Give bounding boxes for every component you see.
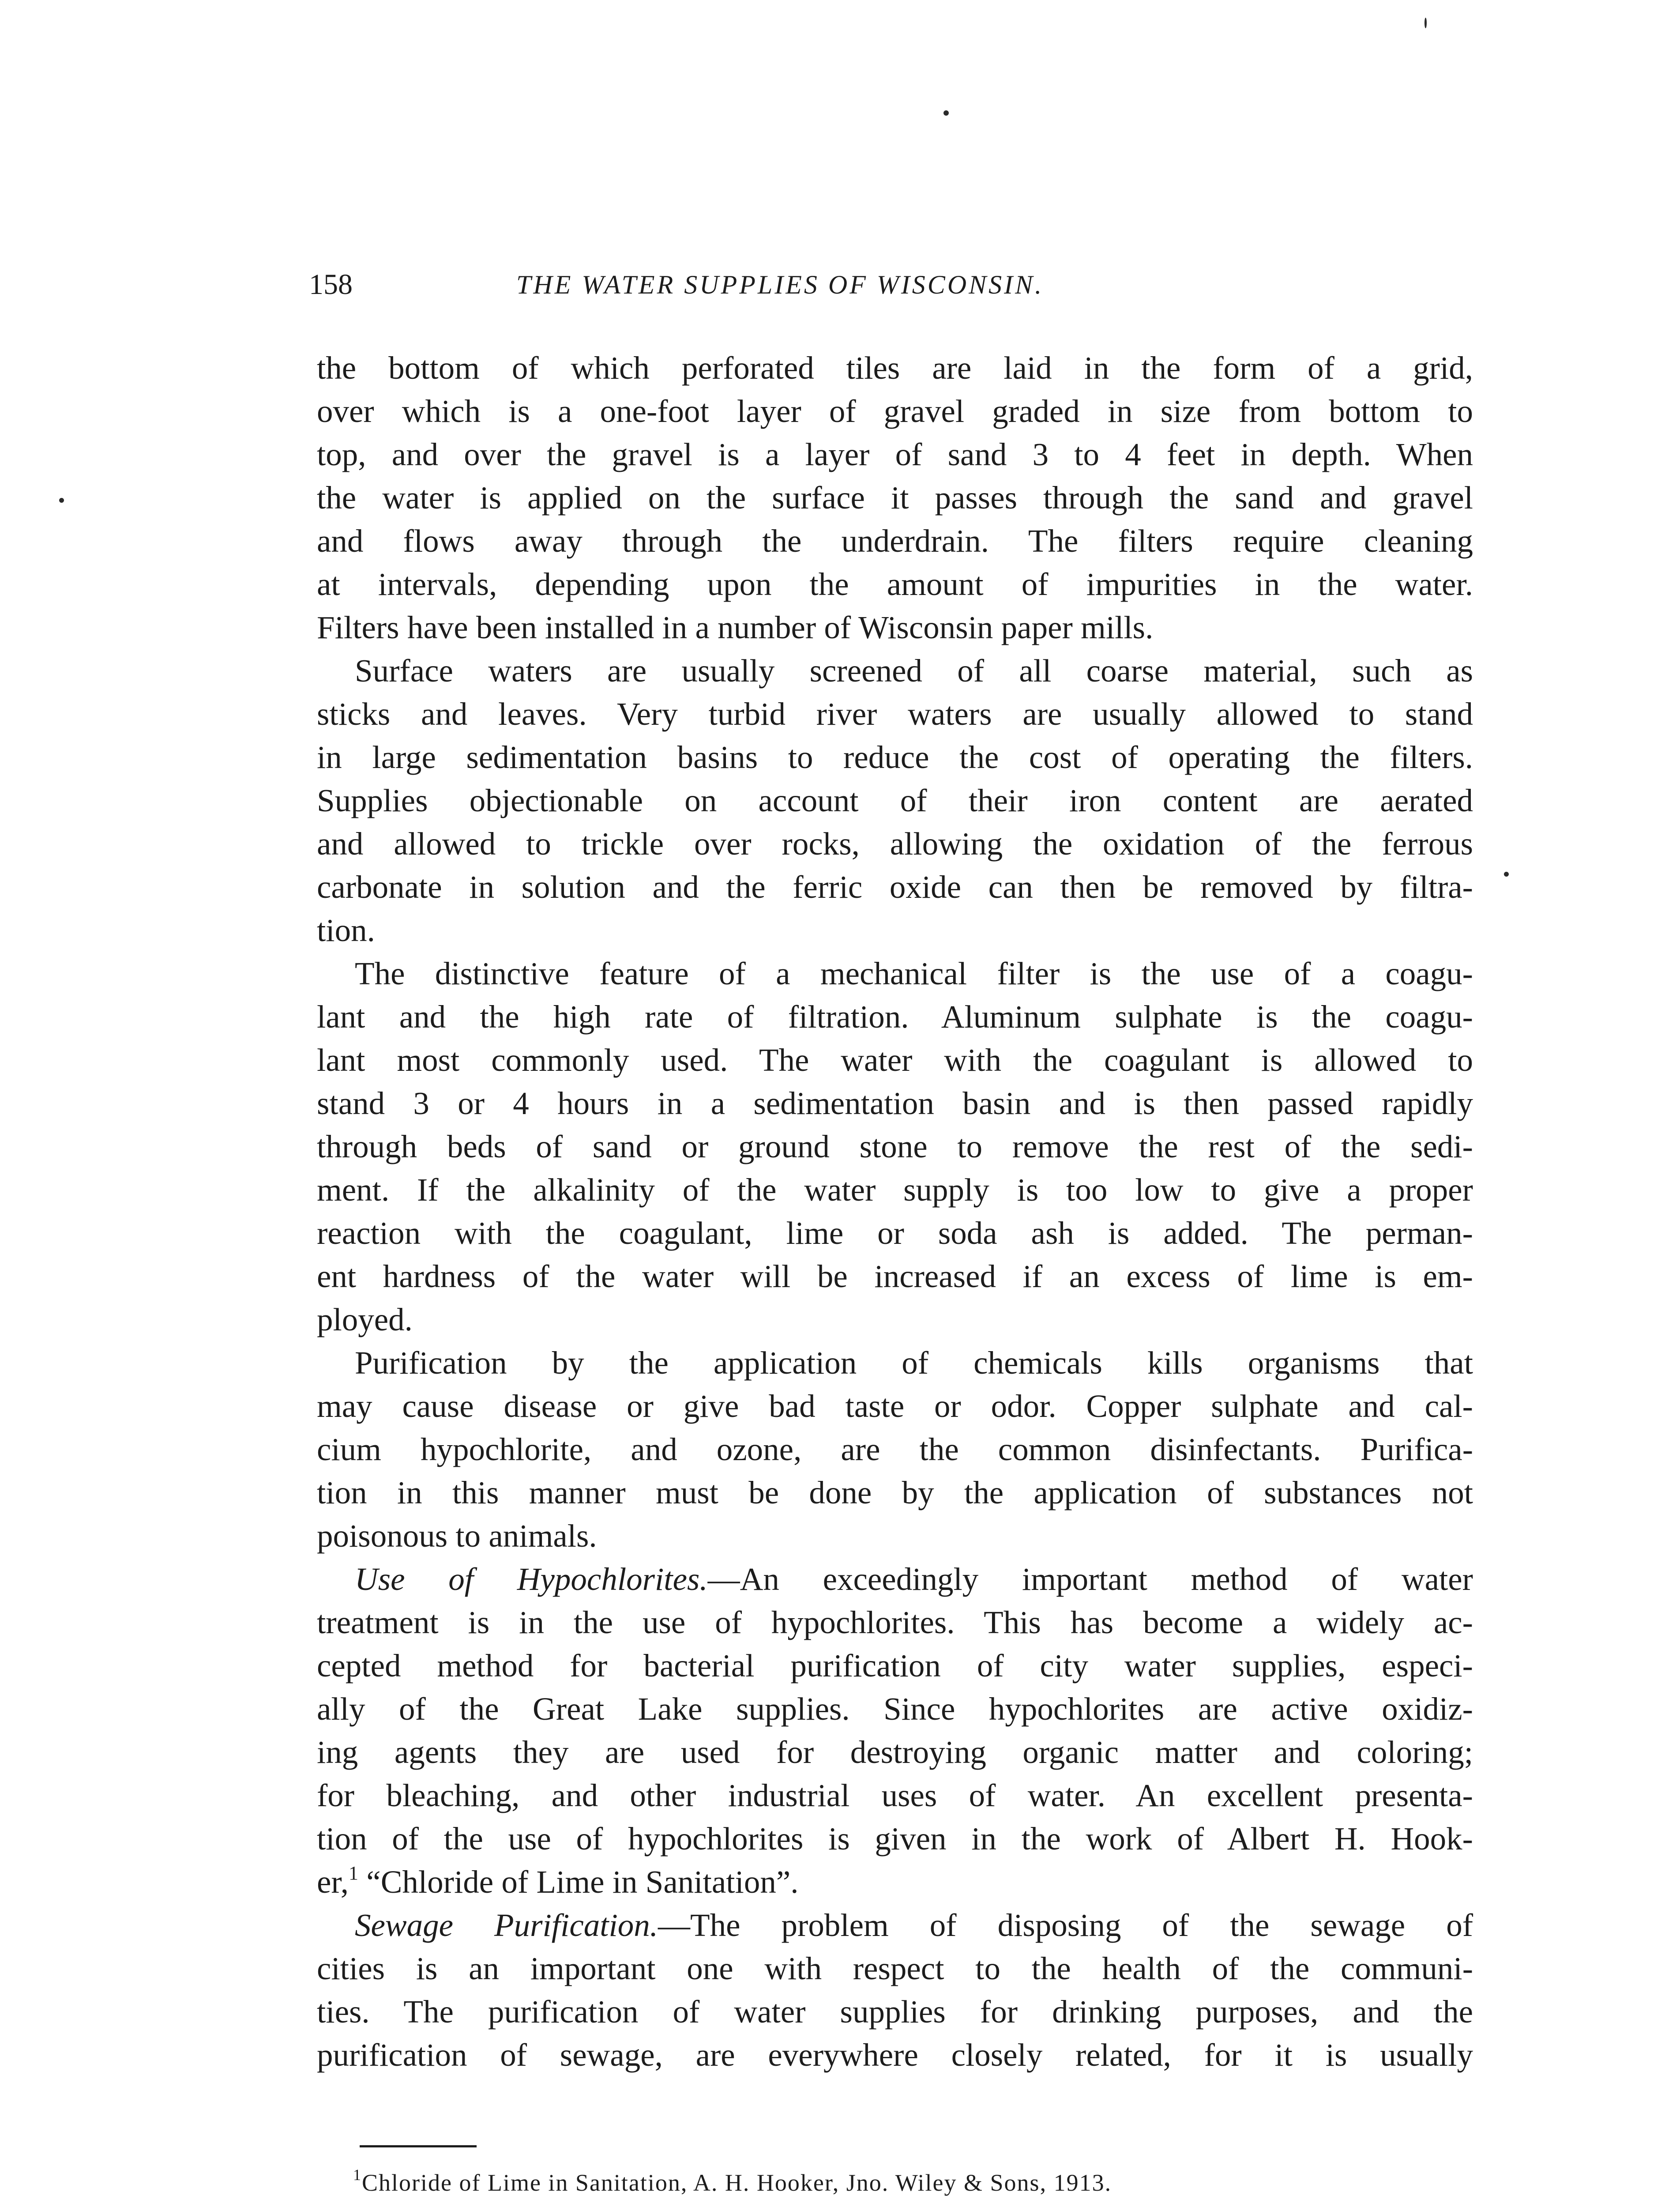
footnote-mark: 1 <box>353 2166 362 2184</box>
scan-speck <box>943 110 949 116</box>
page-header <box>309 265 1474 305</box>
text-run: —The problem of disposing of the sewage of <box>658 1907 1473 1943</box>
text-line: the water is applied on the surface it passes through the sand and gravel <box>317 480 1473 516</box>
text-line <box>317 1861 1473 1904</box>
text-line: sticks and leaves. Very turbid river waters are usually allowed to stand <box>317 696 1473 732</box>
text-line: Surface waters are usually screened of all coarse material, such as <box>355 653 1473 689</box>
text-line: cepted method for bacterial purification of city water supplies, especi- <box>317 1648 1473 1683</box>
section-heading-sewage-purification: Sewage Purification. <box>355 1907 658 1943</box>
text-line <box>317 1558 1473 1601</box>
text-line: poisonous to animals. <box>317 1518 597 1554</box>
text-line: ally of the Great Lake supplies. Since hypochlorites are active oxidiz- <box>317 1691 1473 1727</box>
text-line: tion of the use of hypochlorites is given in the work of Albert H. Hook- <box>317 1821 1473 1857</box>
text-line: over which is a one-foot layer of gravel graded in size from bottom to <box>317 393 1473 429</box>
footnote-reference: 1 <box>349 1862 359 1884</box>
text-line: ment. If the alkalinity of the water supply is too low to give a proper <box>317 1172 1473 1208</box>
text-line: in large sedimentation basins to reduce the cost of operating the filters. <box>317 739 1473 775</box>
text-line: Supplies objectionable on account of their iron content are aerated <box>317 783 1473 818</box>
text-line: for bleaching, and other industrial uses of water. An excellent presenta- <box>317 1778 1473 1813</box>
body-text <box>317 346 1473 2077</box>
scan-speck <box>1424 18 1427 28</box>
text-run: “Chloride of Lime in Sanitation”. <box>358 1864 799 1900</box>
text-line: and allowed to trickle over rocks, allowing the oxidation of the ferrous <box>317 826 1473 862</box>
text-line: and flows away through the underdrain. The filters require cleaning <box>317 523 1473 559</box>
text-run: er, <box>317 1864 349 1900</box>
text-line: cium hypochlorite, and ozone, are the common disinfectants. Purifica- <box>317 1431 1473 1467</box>
footnote-divider <box>360 2145 477 2147</box>
text-line: carbonate in solution and the ferric oxide can then be removed by filtra- <box>317 869 1473 905</box>
footnote-text: Chloride of Lime in Sanitation, A. H. Hooker, Jno. Wiley & Sons, 1913. <box>362 2169 1112 2196</box>
text-line: Purification by the application of chemicals kills organisms that <box>355 1345 1473 1381</box>
text-line: tion in this manner must be done by the application of substances not <box>317 1475 1473 1510</box>
text-line: lant most commonly used. The water with the coagulant is allowed to <box>317 1042 1473 1078</box>
section-heading-hypochlorites: Use of Hypochlorites. <box>355 1561 708 1597</box>
text-line: ployed. <box>317 1302 413 1337</box>
text-line: reaction with the coagulant, lime or soda ash is added. The perman- <box>317 1215 1473 1251</box>
text-line <box>317 1904 1473 1947</box>
scan-speck <box>1504 872 1509 877</box>
text-line: treatment is in the use of hypochlorites. This has become a widely ac- <box>317 1604 1473 1640</box>
page-number: 158 <box>309 268 353 301</box>
text-line: top, and over the gravel is a layer of sand 3 to 4 feet in depth. When <box>317 437 1473 472</box>
text-line: at intervals, depending upon the amount of impurities in the water. <box>317 566 1473 602</box>
text-line: The distinctive feature of a mechanical filter is the use of a coagu- <box>355 956 1473 991</box>
text-line: through beds of sand or ground stone to remove the rest of the sedi- <box>317 1129 1473 1164</box>
footnote <box>353 2165 1112 2200</box>
text-run: —An exceedingly important method of water <box>707 1561 1473 1597</box>
text-line: the bottom of which perforated tiles are laid in the form of a grid, <box>317 350 1473 386</box>
scan-speck <box>59 498 64 503</box>
text-line: ties. The purification of water supplies for drinking purposes, and the <box>317 1994 1473 2030</box>
text-line: stand 3 or 4 hours in a sedimentation basin and is then passed rapidly <box>317 1085 1473 1121</box>
text-line: purification of sewage, are everywhere closely related, for it is usually <box>317 2037 1473 2073</box>
text-line: cities is an important one with respect to the health of the communi- <box>317 1951 1473 1986</box>
running-head: THE WATER SUPPLIES OF WISCONSIN. <box>516 270 1044 299</box>
text-line: Filters have been installed in a number of Wisconsin paper mills. <box>317 610 1154 645</box>
text-line: ent hardness of the water will be increased if an excess of lime is em- <box>317 1258 1473 1294</box>
text-line: may cause disease or give bad taste or odor. Copper sulphate and cal- <box>317 1388 1473 1424</box>
text-line: tion. <box>317 912 375 948</box>
text-line: lant and the high rate of filtration. Aluminum sulphate is the coagu- <box>317 999 1473 1035</box>
text-line: ing agents they are used for destroying organic matter and coloring; <box>317 1734 1473 1770</box>
